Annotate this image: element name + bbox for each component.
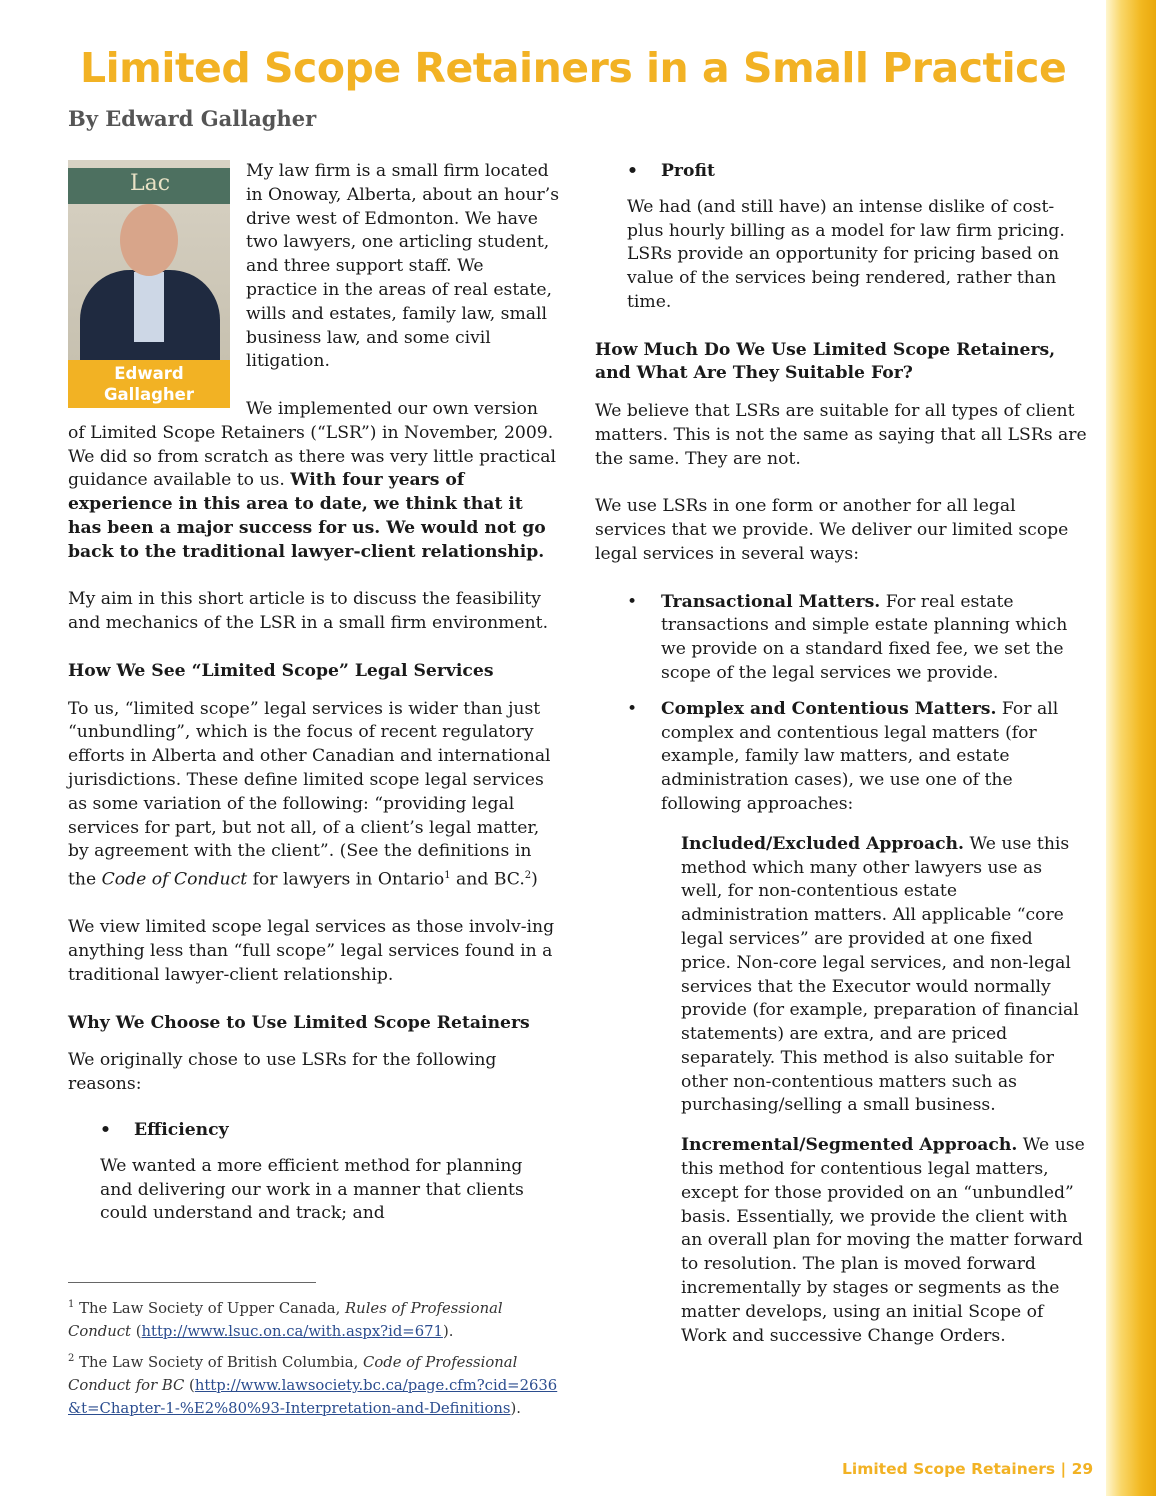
footnote-2 — [68, 1347, 558, 1420]
section-heading-limited-scope: How We See “Limited Scope” Legal Services — [68, 660, 494, 681]
byline: By Edward Gallagher — [68, 106, 317, 131]
photo-shirt — [134, 272, 164, 342]
use-paragraph: We use LSRs in one form or another for all legal services that we provide. We deliver our limited scope legal services in several ways: — [595, 496, 1069, 564]
bullet-dot: • — [627, 698, 638, 719]
footnote-1 — [68, 1293, 558, 1343]
author-photo — [68, 160, 230, 408]
caption-line-1: Edward — [114, 364, 184, 383]
incremental-label: Incremental/Segmented Approach. — [681, 1135, 1018, 1156]
footnote-2-italic: Code of Professional Conduct for BC — [68, 1353, 518, 1394]
footnote-divider — [68, 1282, 316, 1283]
intro-paragraph: My law firm is a small firm located in Onoway, Alberta, about an hour’s drive west of Edmonton. We have two lawyers, one articling student, and three support staff. We practice in the areas of real estate, wills and estates, family law, small business law, and some civil litigation. — [246, 161, 560, 372]
footnote-ref-1[interactable]: 1 — [444, 870, 451, 882]
footnote-1-paren-close: ). — [442, 1322, 454, 1340]
transactional-body: For real estate transactions and simple estate planning which we provide on a standard fixed fee, we set the scope of the legal services we provide. — [661, 591, 1068, 683]
code-of-conduct-italic: Code of Conduct — [101, 869, 248, 890]
bullet-efficiency — [100, 1119, 560, 1143]
footnote-2-paren-open: ( — [184, 1376, 195, 1394]
page-footer: Limited Scope Retainers | 29 — [842, 1460, 1094, 1478]
aim-paragraph: My aim in this short article is to discuss the feasibility and mechanics of the LSR in a small firm environment. — [68, 589, 549, 634]
list-item-complex — [627, 698, 1087, 817]
reasons-paragraph: We originally chose to use LSRs for the following reasons: — [68, 1050, 497, 1095]
bullet-dot: • — [627, 591, 638, 612]
view-paragraph: We view limited scope legal services as those involv-ing anything less than “full scope” legal services found in a traditional lawyer-client relationship. — [68, 917, 555, 986]
section-heading-how-much: How Much Do We Use Limited Scope Retainers, and What Are They Suitable For? — [595, 339, 1056, 384]
complex-body: For all complex and contentious legal matters (for example, family law matters, and estate administration cases), we use one of the following approaches: — [661, 698, 1059, 814]
bullet-efficiency-label: Efficiency — [134, 1120, 229, 1141]
bullet-dot: • — [100, 1120, 111, 1141]
footnote-2-text: The Law Society of British Columbia, — [74, 1353, 364, 1371]
gold-side-bar — [1106, 0, 1156, 1496]
included-excluded-body: We use this method which many other lawyers use as well, for non-contentious estate administration matters. All applicable “core legal services” are provided at one fixed price. Non-core legal services, and non-legal services that the Executor would normally provide (for example, preparation of financial statements) are extra, and are priced separately. This method is also suitable for other non-contentious matters such as purchasing/selling a small business. — [681, 833, 1079, 1116]
footnote-2-number: 2 — [68, 1352, 75, 1364]
included-excluded-paragraph — [681, 833, 1087, 1119]
definition-text-3: and BC. — [450, 869, 525, 890]
definition-text-4: ) — [531, 869, 538, 890]
article-title: Limited Scope Retainers in a Small Practice — [80, 44, 1067, 92]
list-item-transactional — [627, 591, 1087, 686]
footnote-1-link[interactable]: http://www.lsuc.on.ca/with.aspx?id=671 — [141, 1322, 443, 1340]
photo-caption — [68, 360, 230, 408]
transactional-label: Transactional Matters. — [661, 591, 881, 612]
right-column — [595, 160, 1087, 1372]
left-column — [68, 160, 560, 1250]
footnote-1-number: 1 — [68, 1299, 75, 1310]
section-heading-why: Why We Choose to Use Limited Scope Retainers — [68, 1012, 530, 1033]
footnote-1-text: The Law Society of Upper Canada, — [74, 1299, 346, 1317]
bullet-dot: • — [627, 161, 638, 181]
footnote-2-link[interactable]: http://www.lawsociety.bc.ca/page.cfm?cid=2636&t=Chapter-1-%E2%80%93-Interpretation-and-Definitions — [68, 1376, 558, 1417]
implemented-bold-text: With four years of experience in this area to date, we think that it has been a major success for us. We would not go back to the traditional lawyer-client relationship. — [68, 470, 546, 562]
bullet-profit-label: Profit — [661, 161, 715, 181]
caption-line-2: Gallagher — [103, 385, 194, 404]
bullet-profit — [627, 160, 1087, 184]
implemented-paragraph — [68, 398, 560, 565]
author-photo-image — [68, 160, 230, 360]
definition-text-2: for lawyers in Ontario — [247, 869, 445, 890]
definition-paragraph — [68, 698, 560, 893]
footnote-2-paren-close: ). — [510, 1399, 522, 1417]
incremental-body: We use this method for contentious legal matters, except for those provided on an “unbundled” basis. Essentially, we provide the client with an overall plan for moving the matter forward to resolution. The plan is moved forward incrementally by stages or segments as the matter develops, using an initial Scope of Work and successive Change Orders. — [681, 1135, 1085, 1346]
footnote-ref-2[interactable]: 2 — [524, 870, 532, 882]
included-excluded-label: Included/Excluded Approach. — [681, 833, 965, 854]
photo-face — [120, 204, 178, 276]
implemented-text: We implemented our own version of Limited Scope Retainers (“LSR”) in November, 2009. We did so from scratch as there was very little practical guidance available to us. — [68, 398, 557, 491]
profit-paragraph: We had (and still have) an intense dislike of cost-plus hourly billing as a model for law firm pricing. LSRs provide an opportunity for pricing based on value of the services being rendered, rather than time. — [627, 196, 1065, 312]
complex-text — [661, 698, 1087, 817]
complex-label: Complex and Contentious Matters. — [661, 698, 997, 719]
incremental-paragraph — [681, 1134, 1087, 1348]
footnote-1-paren-open: ( — [131, 1322, 142, 1340]
footnotes — [68, 1282, 558, 1424]
transactional-text — [661, 591, 1087, 686]
efficiency-paragraph: We wanted a more efficient method for planning and delivering our work in a manner that clients could understand and track; and — [100, 1155, 524, 1224]
definition-text: To us, “limited scope” legal services is wider than just “unbundling”, which is the focus of recent regulatory efforts in Alberta and other Canadian and international jurisdictions. These define limited scope legal services as some variation of the following: “providing legal services for part, but not all, of a client’s legal matter, by agreement with the client”. (See the definitions in the — [68, 698, 551, 890]
photo-sign-text: Lac — [130, 171, 171, 196]
footnote-1-italic: Rules of Professional Conduct — [68, 1299, 503, 1340]
suitable-paragraph: We believe that LSRs are suitable for all types of client matters. This is not the same as saying that all LSRs are the same. They are not. — [595, 401, 1087, 469]
